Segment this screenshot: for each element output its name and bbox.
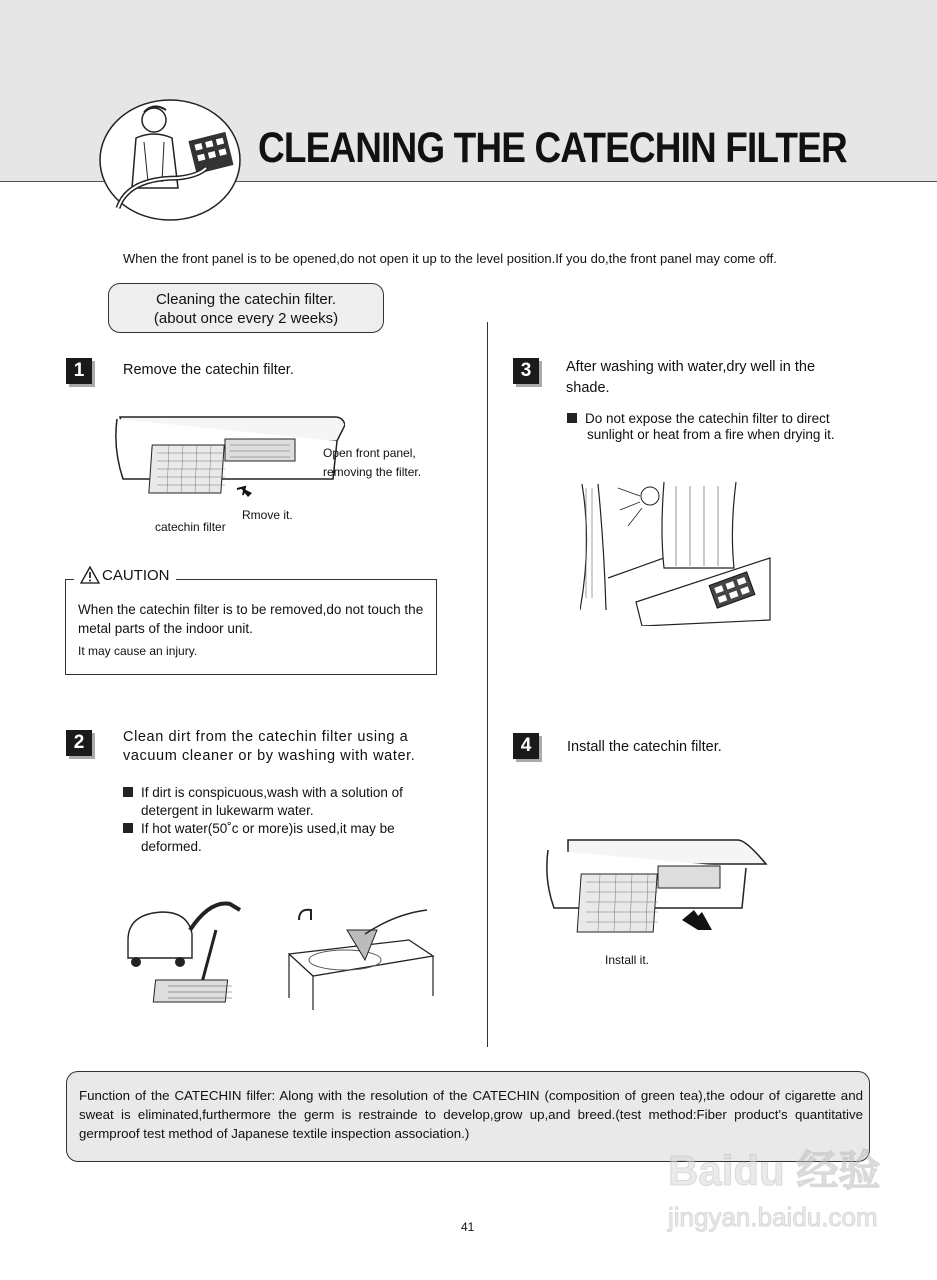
caution-text: [78, 600, 423, 661]
caution-line3: It may cause an injury.: [78, 644, 198, 658]
step-3-text: [566, 357, 815, 399]
page-number: 41: [461, 1220, 475, 1234]
step-3-text-line2: shade.: [566, 380, 610, 396]
step-1-caption-open-panel-2: removing the filter.: [323, 465, 422, 479]
caution-title: [74, 566, 176, 584]
install-filter-illustration: [544, 834, 770, 946]
step-3-bullets: [567, 411, 835, 443]
step-3-bullet-1-cont: sunlight or heat from a fire when drying it.: [587, 427, 835, 442]
caution-label: CAUTION: [102, 566, 170, 584]
step-3-text-line1: After washing with water,dry well in the: [566, 359, 816, 375]
section-header-line2: (about once every 2 weeks): [153, 310, 339, 327]
step-1-number: 1: [66, 358, 92, 384]
step-2-bullet-1-cont: detergent in lukewarm water.: [141, 803, 314, 818]
section-header-box: [108, 283, 384, 333]
caution-line2: metal parts of the indoor unit.: [78, 621, 253, 636]
function-note-text: Function of the CATECHIN filfer: Along with the resolution of the CATECHIN (composition of green tea),the odour of cigarette and sweat is eliminated,furthermore the germ is restrainde to develop,grow up,and breed.(test method:Fiber product's quantitative germproof test method of Japanese textile inspection association.): [79, 1088, 863, 1141]
step-2-text-line2: vacuum cleaner or by washing with water.: [123, 748, 416, 764]
filter-drying-illustration: [580, 478, 780, 626]
step-2-number: 2: [66, 730, 92, 756]
step-4-text: Install the catechin filter.: [567, 739, 722, 755]
step-1-caption-remove: Rmove it.: [242, 508, 293, 522]
step-1-text: Remove the catechin filter.: [123, 362, 294, 378]
step-3-bullet-1: Do not expose the catechin filter to direct: [567, 411, 835, 427]
panel-warning-note: When the front panel is to be opened,do not open it up to the level position.If you do,the front panel may come off.: [123, 251, 777, 266]
caution-line1: When the catechin filter is to be removed,do not touch the: [78, 602, 424, 617]
step-2-text: [123, 728, 415, 766]
step-2-bullets: [123, 784, 403, 856]
step-2-bullet-2: If hot water(50˚c or more)is used,it may be: [123, 820, 403, 838]
mascot-illustration: [98, 98, 242, 222]
remove-filter-illustration: [115, 405, 345, 505]
step-4-number: 4: [513, 733, 539, 759]
watermark-brand: Baidu 经验: [668, 1147, 881, 1194]
column-divider: [487, 322, 488, 1047]
step-2-bullet-2-cont: deformed.: [141, 839, 202, 854]
section-header-line1: Cleaning the catechin filter.: [155, 291, 337, 308]
step-1-caption-filter: catechin filter: [155, 520, 226, 534]
baidu-jingyan-watermark: [668, 1138, 898, 1248]
step-3-number: 3: [513, 358, 539, 384]
watermark-url: jingyan.baidu.com: [668, 1202, 878, 1232]
step-2-text-line1: Clean dirt from the catechin filter using a: [123, 729, 409, 745]
step-4-caption-install: Install it.: [605, 953, 650, 967]
washing-filter-in-sink-illustration: [285, 904, 435, 1010]
page-title: CLEANING THE CATECHIN FILTER: [258, 124, 847, 172]
step-2-bullet-1: If dirt is conspicuous,wash with a solution of: [123, 784, 403, 802]
step-1-caption-open-panel-1: Open front panel,: [323, 446, 416, 460]
warning-triangle-icon: [80, 566, 100, 584]
vacuum-cleaner-illustration: [124, 900, 244, 1010]
